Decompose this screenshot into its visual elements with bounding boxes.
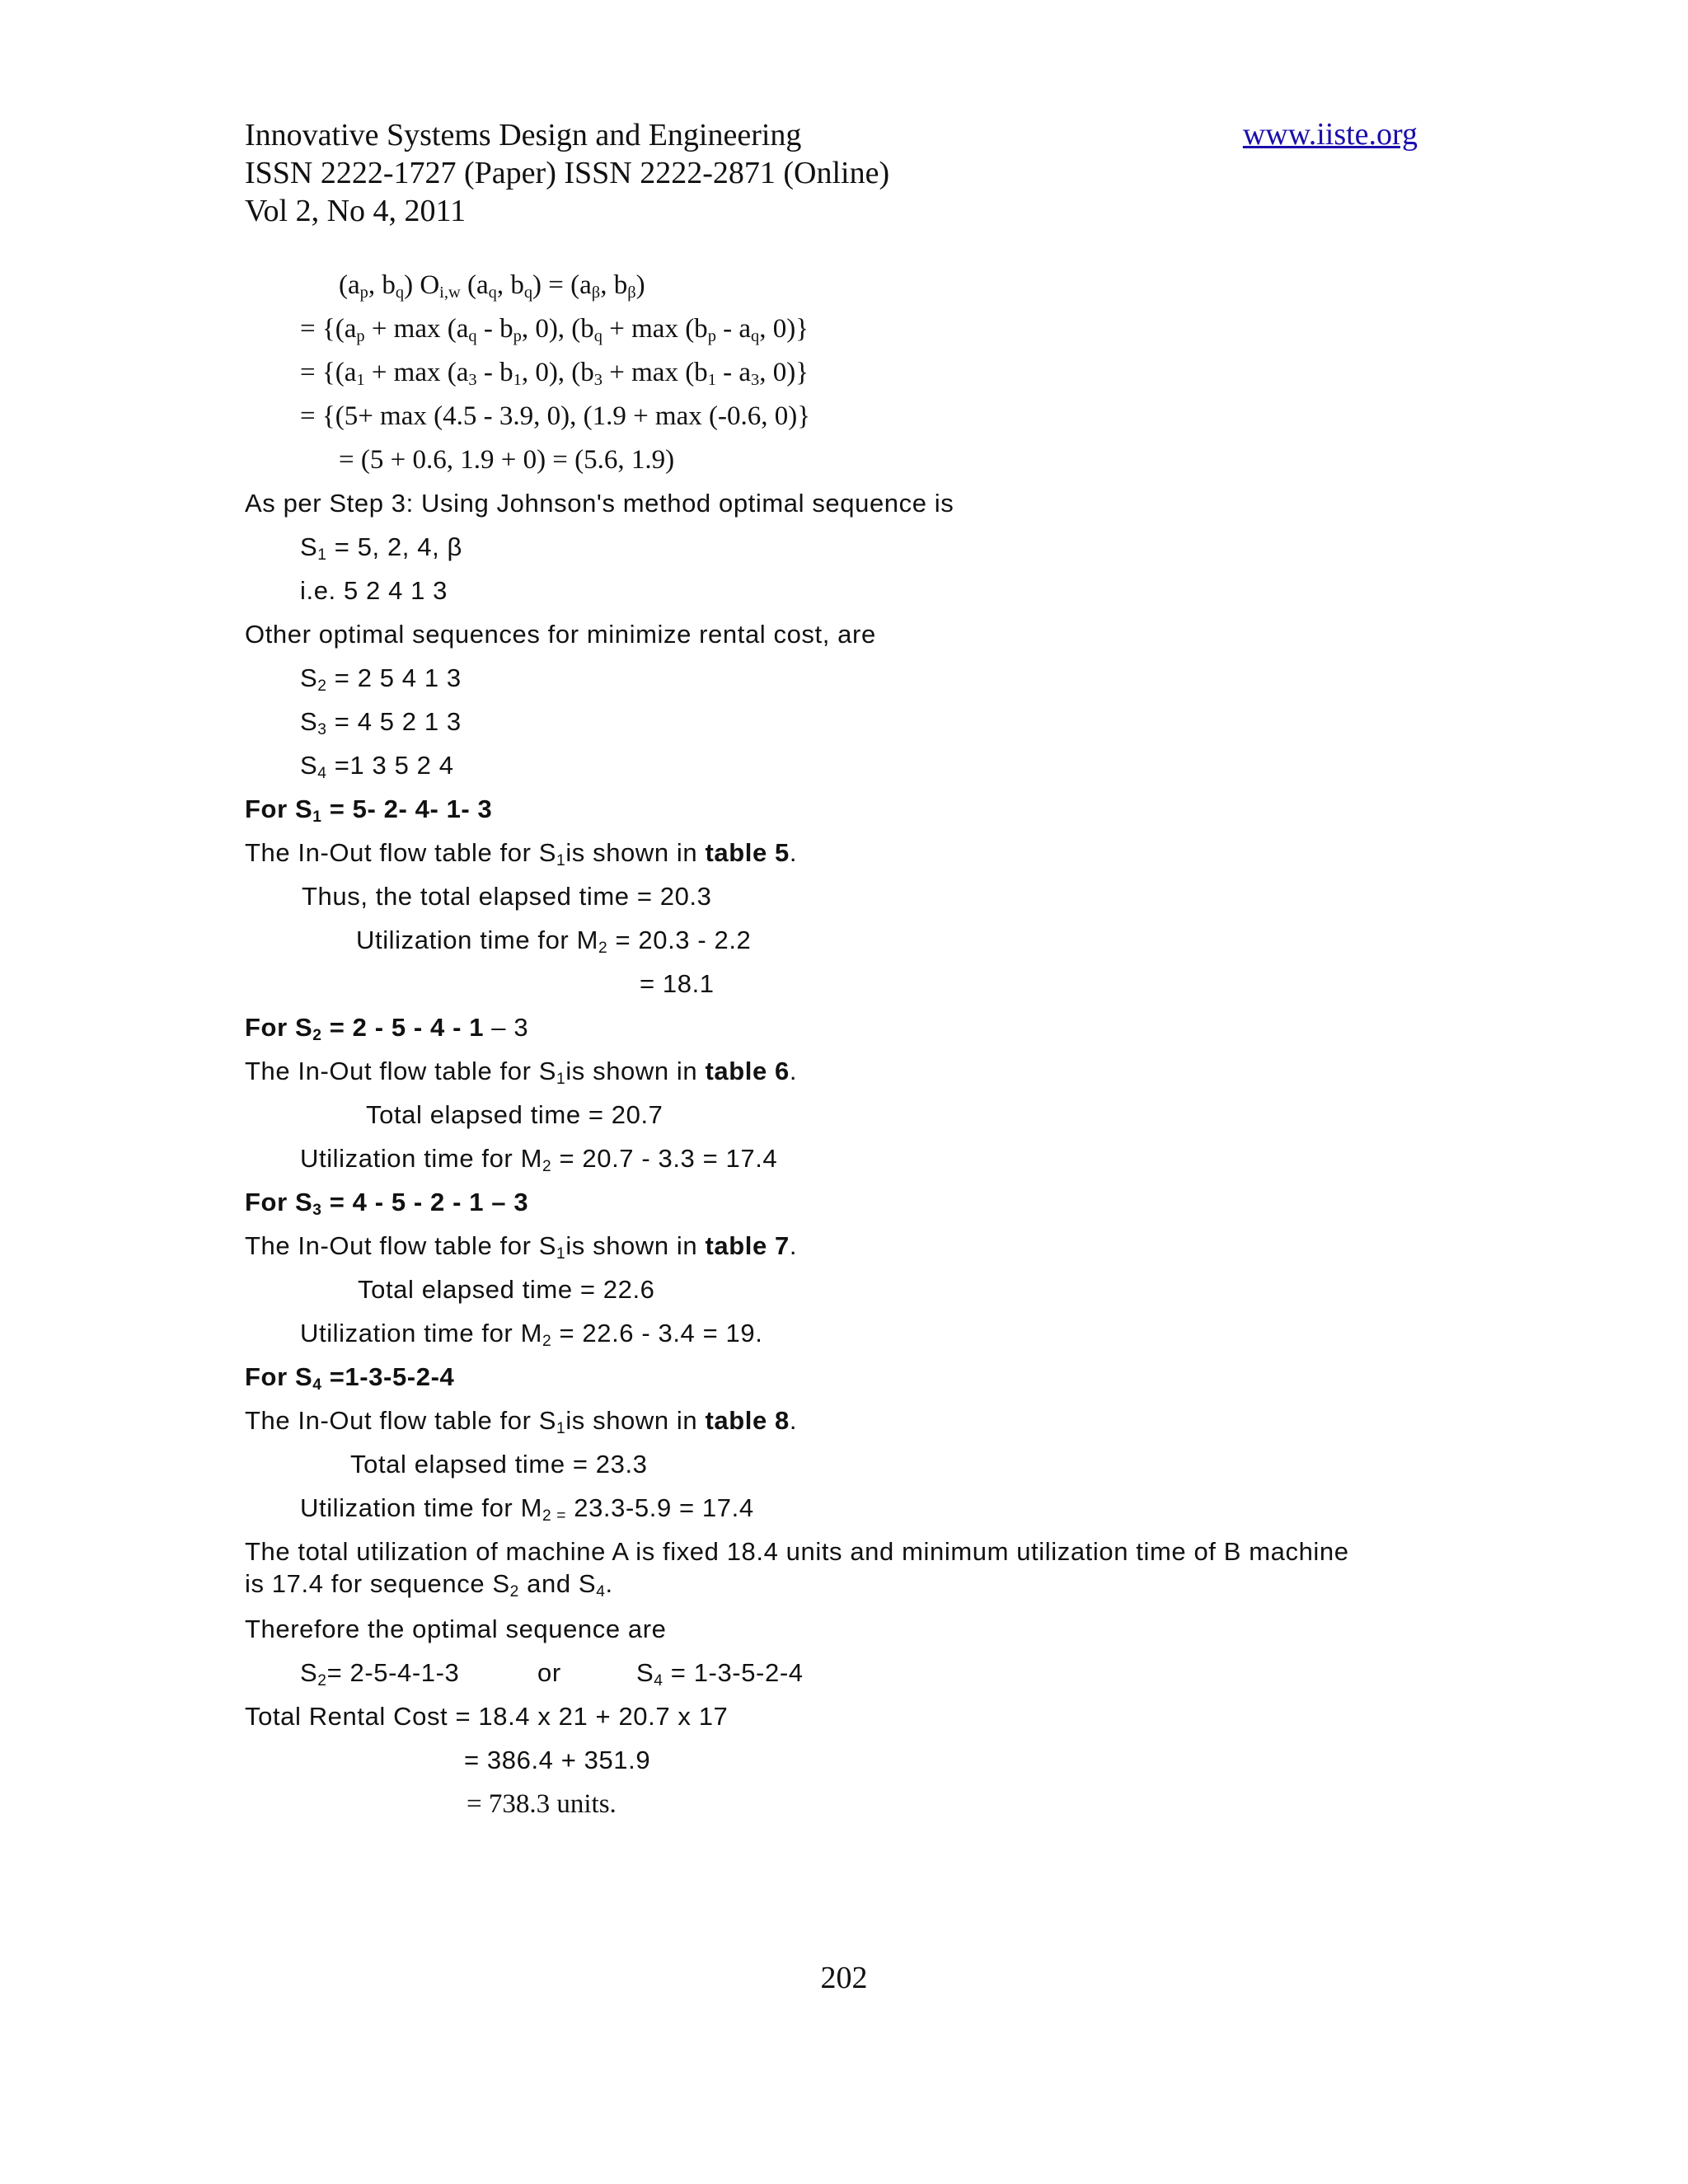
total-utilization-line-2: is 17.4 for sequence $S_2$ and $S_4$. xyxy=(245,1569,613,1601)
elapsed-time-3: Total elapsed time = 22.6 xyxy=(358,1275,655,1304)
sequence-s3: $S_3 = 4$ 5 2 1 3 xyxy=(300,707,462,738)
journal-title: Innovative Systems Design and Engineering xyxy=(245,118,802,152)
flow-table-text-4: The In-Out flow table for $S_1is$ shown in table 8. xyxy=(245,1406,798,1437)
elapsed-time-4: Total elapsed time = 23.3 xyxy=(350,1450,648,1479)
sequence-s4: $S_4 =1$ 3 5 2 4 xyxy=(300,751,454,782)
utilization-1-result: = 18.1 xyxy=(640,969,715,998)
page-number: 202 xyxy=(820,1961,868,1995)
flow-table-text-3: The In-Out flow table for $S_1is$ shown in table 7. xyxy=(245,1231,798,1263)
issn-line: ISSN 2222-1727 (Paper) ISSN 2222-2871 (Online) xyxy=(245,156,890,190)
total-utilization-line-1: The total utilization of machine A is fixed 18.4 units and minimum utilization time of B machine xyxy=(245,1537,1349,1566)
elapsed-time-2: Total elapsed time = 20.7 xyxy=(366,1100,663,1129)
equation-line-5: = (5 + 0.6, 1.9 + 0) = (5.6, 1.9) xyxy=(339,445,675,475)
heading-for-s4: For $S_4 =1-3-5-2-4$ xyxy=(245,1362,455,1394)
therefore-text: Therefore the optimal sequence are xyxy=(245,1615,667,1643)
utilization-3: Utilization time for $M_2 = 22.6 - 3.4 = 19$. xyxy=(300,1319,763,1350)
equation-line-2: = {($a_p + \max (a_q - b_p$, 0), ($b_q + \max (b_p - a_q$, 0)} xyxy=(300,314,809,346)
heading-for-s1: For $S_1 = 5-$ 2- 4- 1- 3 xyxy=(245,794,493,826)
rental-cost-line-3: = 738.3 units. xyxy=(467,1789,617,1819)
optimal-s2: $S_2= 2-5-4-1-3$ xyxy=(300,1658,460,1690)
sequence-s2: $S_2 = 2$ 5 4 1 3 xyxy=(300,663,462,695)
rental-cost-line-1: Total Rental Cost = 18.4 x 21 + 20.7 x 17 xyxy=(245,1702,729,1731)
utilization-1: Utilization time for $M_2 = 20.3 - 2.2$ xyxy=(356,926,752,957)
rental-cost-line-2: = 386.4 + 351.9 xyxy=(464,1746,651,1774)
sequence-ie: i.e. 5 2 4 1 3 xyxy=(300,576,448,605)
heading-for-s2: For $S_2 = 2 - 5 - 4 - 1 - 3$ xyxy=(245,1013,529,1044)
equation-line-3: = {($a_1 + \max (a_3 - b_1$, 0), ($b_3 + \max (b_1 - a_3$, 0)} xyxy=(300,358,809,390)
flow-table-text-2: The In-Out flow table for $S_1is$ shown in table 6. xyxy=(245,1057,798,1088)
optimal-s4: $S_4 = 1-3-5-2-4$ xyxy=(636,1658,804,1690)
heading-for-s3: For $S_3 = 4 - 5 - 2 - 1 - 3$ xyxy=(245,1188,529,1219)
optimal-or: or xyxy=(537,1658,561,1687)
elapsed-time-1: Thus, the total elapsed time = 20.3 xyxy=(302,882,712,911)
website-link[interactable]: www.iiste.org xyxy=(1242,117,1418,152)
other-sequences-text: Other optimal sequences for minimize rental cost, are xyxy=(245,620,876,649)
equation-line-1: ($a_p$, $b_q$) $O_{i,w}$ ($a_q$, $b_q) = (a_\beta$, $b_\beta$) xyxy=(339,270,645,302)
equation-line-4: = {(5+ max (4.5 - 3.9, 0), (1.9 + max (-0.6, 0)} xyxy=(300,401,811,431)
volume-line: Vol 2, No 4, 2011 xyxy=(245,194,467,228)
utilization-2: Utilization time for $M_2 = 20.7 - 3.3 = 17.4$ xyxy=(300,1144,778,1175)
flow-table-text-1: The In-Out flow table for $S_1is$ shown in table 5. xyxy=(245,838,798,869)
utilization-4: Utilization time for $M_{2 =}$ 23.3-5.9 = 17.4 xyxy=(300,1493,754,1525)
step3-text: As per Step 3: Using Johnson's method optimal sequence is xyxy=(245,489,954,518)
sequence-s1: $S_1 = 5$, 2, 4, β xyxy=(300,532,462,564)
